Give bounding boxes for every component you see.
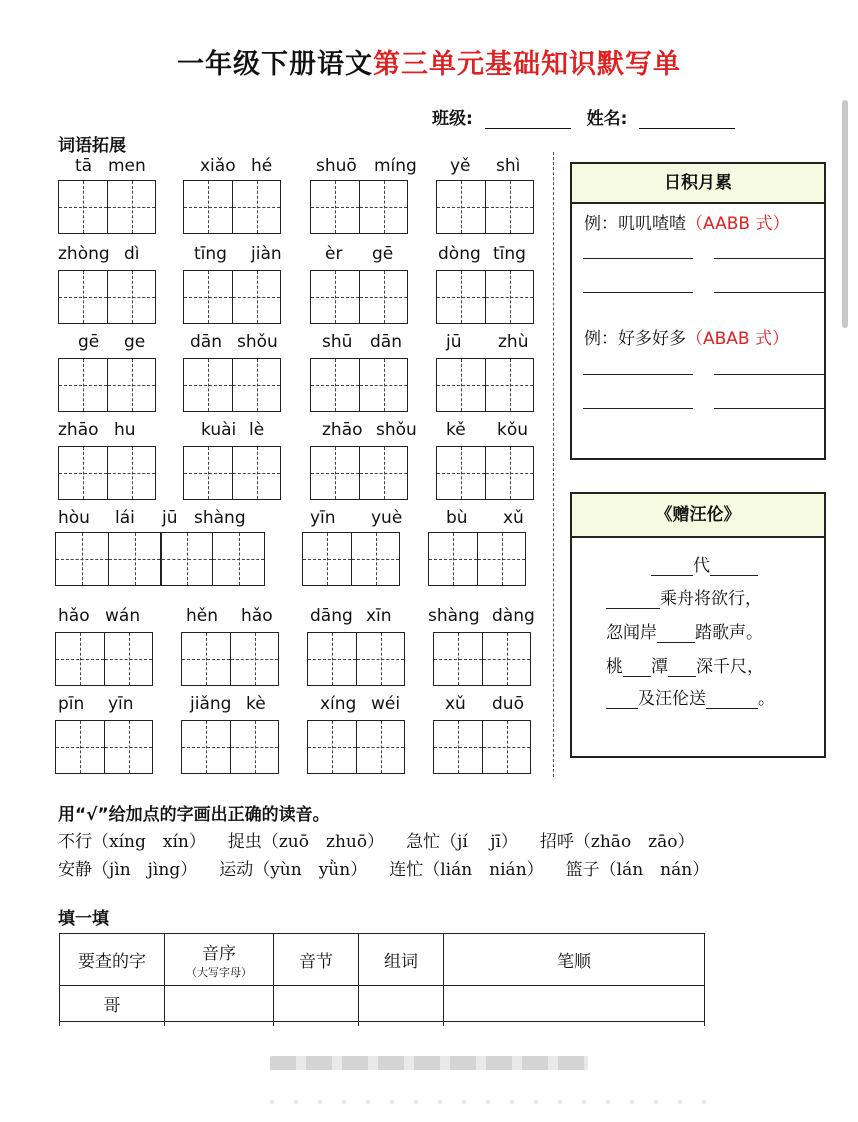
pinyin: pīn xyxy=(58,694,85,714)
table-cell-blank[interactable] xyxy=(165,986,274,1022)
pinyin: dòng xyxy=(438,244,481,264)
pinyin: xīn xyxy=(366,606,392,626)
pinyin: gē xyxy=(372,244,394,264)
pinyin: kǒu xyxy=(497,420,529,440)
blank[interactable] xyxy=(706,692,758,709)
poem-text: 。 xyxy=(758,689,775,709)
riji-ex1-type: （AABB 式） xyxy=(686,214,790,234)
writing-grid[interactable] xyxy=(307,632,405,686)
pinyin: lái xyxy=(115,508,135,528)
poem-line-4 xyxy=(606,684,775,709)
pinyin: hu xyxy=(114,420,136,440)
pinyin: hěn xyxy=(186,606,219,626)
pinyin: shū xyxy=(322,332,353,352)
tone-row-2 xyxy=(58,855,731,880)
writing-grid[interactable] xyxy=(183,358,281,412)
blank[interactable] xyxy=(668,660,696,677)
riji-box xyxy=(570,162,826,460)
poem-text: 代 xyxy=(693,556,710,576)
pinyin: shàng xyxy=(428,606,480,626)
pinyin: zhòng xyxy=(58,244,110,264)
writing-grid[interactable] xyxy=(428,532,526,586)
poem-text: 桃 xyxy=(606,657,623,677)
col-header-syllable: 音节 xyxy=(274,934,359,986)
writing-grid[interactable] xyxy=(183,180,281,234)
col-header-initial-text: 音序 xyxy=(202,944,236,964)
answer-line[interactable] xyxy=(583,258,693,259)
blank[interactable] xyxy=(606,692,638,709)
pinyin: kuài xyxy=(201,420,237,440)
pinyin: jū xyxy=(446,332,462,352)
column-divider xyxy=(553,152,554,777)
writing-grid[interactable] xyxy=(436,270,534,324)
writing-grid-four[interactable] xyxy=(55,532,265,586)
writing-grid[interactable] xyxy=(310,358,408,412)
pinyin: wéi xyxy=(371,694,401,714)
tone-item[interactable]: 不行（xíng xín） xyxy=(58,832,206,852)
riji-ex2-type: （ABAB 式） xyxy=(686,329,789,349)
riji-ex2-text: 例：好多好多 xyxy=(584,329,686,349)
writing-grid[interactable] xyxy=(310,180,408,234)
answer-line[interactable] xyxy=(714,258,824,259)
pinyin: tīng xyxy=(493,244,526,264)
table-cell-blank[interactable] xyxy=(359,986,444,1022)
writing-grid[interactable] xyxy=(310,446,408,500)
pinyin: duō xyxy=(492,694,524,714)
poem-text: 忽闻岸 xyxy=(606,623,657,643)
table-cell-char: 哥 xyxy=(60,986,165,1022)
poem-line-author xyxy=(651,551,758,576)
riji-ex1-text: 例：叽叽喳喳 xyxy=(584,214,686,234)
title-unit: 第三单元基础知识默写单 xyxy=(373,49,681,80)
writing-grid[interactable] xyxy=(58,180,156,234)
worksheet-title xyxy=(0,42,858,81)
writing-grid[interactable] xyxy=(183,446,281,500)
pinyin: hòu xyxy=(58,508,90,528)
poem-text: 深千尺， xyxy=(696,657,764,677)
pinyin: xǔ xyxy=(445,694,466,714)
pinyin: tā xyxy=(75,156,93,176)
pinyin: yě xyxy=(450,156,471,176)
pinyin: yīn xyxy=(310,508,336,528)
pinyin: dì xyxy=(124,244,140,264)
tone-item[interactable]: 篮子（lán nán） xyxy=(565,860,710,880)
poem-title: 《赠汪伦》 xyxy=(572,494,824,538)
pinyin: xiǎo xyxy=(200,156,236,176)
answer-line[interactable] xyxy=(714,374,824,375)
writing-grid[interactable] xyxy=(436,358,534,412)
pinyin: hǎo xyxy=(241,606,273,626)
col-header-initial xyxy=(165,934,274,986)
pinyin: bù xyxy=(446,508,468,528)
title-grade: 一年级下册语文 xyxy=(177,49,373,80)
writing-grid[interactable] xyxy=(433,720,531,774)
poem-text: 踏歌声。 xyxy=(695,623,763,643)
pinyin: hǎo xyxy=(58,606,90,626)
pinyin: xíng xyxy=(320,694,357,714)
col-header-initial-sub: （大写字母） xyxy=(186,966,252,979)
pinyin: zhāo xyxy=(58,420,99,440)
scrollbar[interactable] xyxy=(842,100,848,328)
pinyin: wán xyxy=(105,606,141,626)
writing-grid[interactable] xyxy=(181,632,279,686)
blurred-loading-bar xyxy=(270,1056,588,1070)
writing-grid[interactable] xyxy=(433,632,531,686)
poem-text: 乘舟将欲行， xyxy=(660,589,762,609)
answer-line[interactable] xyxy=(583,408,693,409)
answer-line[interactable] xyxy=(714,408,824,409)
pinyin: dāng xyxy=(310,606,353,626)
page-cutoff xyxy=(0,1026,858,1122)
poem-text: 潭 xyxy=(651,657,668,677)
poem-line-3 xyxy=(606,652,764,677)
writing-grid[interactable] xyxy=(310,270,408,324)
pinyin: shǒu xyxy=(376,420,417,440)
writing-grid[interactable] xyxy=(181,720,279,774)
answer-line[interactable] xyxy=(583,374,693,375)
col-header-stroke: 笔顺 xyxy=(444,934,705,986)
col-header-char: 要查的字 xyxy=(60,934,165,986)
tone-row-1 xyxy=(58,827,717,852)
class-field[interactable] xyxy=(485,110,571,129)
pinyin: yīn xyxy=(108,694,134,714)
tone-item[interactable]: 急忙（jí jī） xyxy=(406,832,518,852)
table-cell-blank[interactable] xyxy=(274,986,359,1022)
pinyin: kè xyxy=(246,694,266,714)
pinyin: dān xyxy=(190,332,222,352)
pinyin: shàng xyxy=(194,508,246,528)
blank[interactable] xyxy=(657,626,695,643)
pinyin: jiǎng xyxy=(190,694,232,714)
col-header-word: 组词 xyxy=(359,934,444,986)
blank[interactable] xyxy=(623,660,651,677)
pinyin: jiàn xyxy=(251,244,282,264)
section-fill-heading: 填一填 xyxy=(58,909,109,929)
pinyin: lè xyxy=(249,420,265,440)
section-words-heading: 词语拓展 xyxy=(58,136,126,156)
tone-item[interactable]: 安静（jìn jìng） xyxy=(58,860,198,880)
pinyin: men xyxy=(108,156,146,176)
writing-grid[interactable] xyxy=(58,446,156,500)
writing-grid[interactable] xyxy=(58,358,156,412)
pinyin: shuō xyxy=(316,156,357,176)
writing-grid[interactable] xyxy=(55,632,153,686)
poem-text: 及汪伦送 xyxy=(638,689,706,709)
table-cell-blank[interactable] xyxy=(444,986,705,1022)
writing-grid[interactable] xyxy=(307,720,405,774)
pinyin: èr xyxy=(325,244,343,264)
section-tone-heading: 用“√”给加点的字画出正确的读音。 xyxy=(58,805,330,825)
pinyin: míng xyxy=(374,156,417,176)
riji-example-2 xyxy=(584,324,789,349)
pinyin: dān xyxy=(370,332,402,352)
answer-line[interactable] xyxy=(714,292,824,293)
blank[interactable] xyxy=(651,559,693,576)
poem-line-2 xyxy=(606,618,763,643)
pinyin: jū xyxy=(162,508,178,528)
name-field[interactable] xyxy=(639,110,735,129)
tone-item[interactable]: 捉虫（zuō zhuō） xyxy=(227,832,385,852)
answer-line[interactable] xyxy=(583,292,693,293)
writing-grid[interactable] xyxy=(436,446,534,500)
pinyin: shǒu xyxy=(237,332,278,352)
student-info xyxy=(432,104,735,129)
tone-item[interactable]: 连忙（lián nián） xyxy=(389,860,544,880)
writing-grid[interactable] xyxy=(55,720,153,774)
tone-item[interactable]: 运动（yùn yǜn） xyxy=(219,860,368,880)
writing-grid[interactable] xyxy=(183,270,281,324)
writing-grid[interactable] xyxy=(436,180,534,234)
pinyin: xǔ xyxy=(503,508,524,528)
pinyin: yuè xyxy=(371,508,403,528)
blank[interactable] xyxy=(710,559,758,576)
writing-grid[interactable] xyxy=(58,270,156,324)
pinyin: zhāo xyxy=(322,420,363,440)
riji-title: 日积月累 xyxy=(572,164,824,204)
pinyin: tīng xyxy=(194,244,227,264)
tone-item[interactable]: 招呼（zhāo zāo） xyxy=(539,832,695,852)
pinyin: gē xyxy=(78,332,100,352)
pinyin: dàng xyxy=(492,606,535,626)
pinyin: kě xyxy=(446,420,466,440)
class-label: 班级: xyxy=(432,109,473,129)
poem-line-1 xyxy=(606,584,762,609)
loading-dots xyxy=(270,1100,720,1104)
pinyin: shì xyxy=(496,156,521,176)
blank[interactable] xyxy=(606,592,660,609)
pinyin: zhù xyxy=(498,332,529,352)
pinyin: ge xyxy=(124,332,146,352)
writing-grid[interactable] xyxy=(302,532,400,586)
name-label: 姓名: xyxy=(586,109,628,129)
pinyin: hé xyxy=(251,156,273,176)
riji-example-1 xyxy=(584,209,789,234)
